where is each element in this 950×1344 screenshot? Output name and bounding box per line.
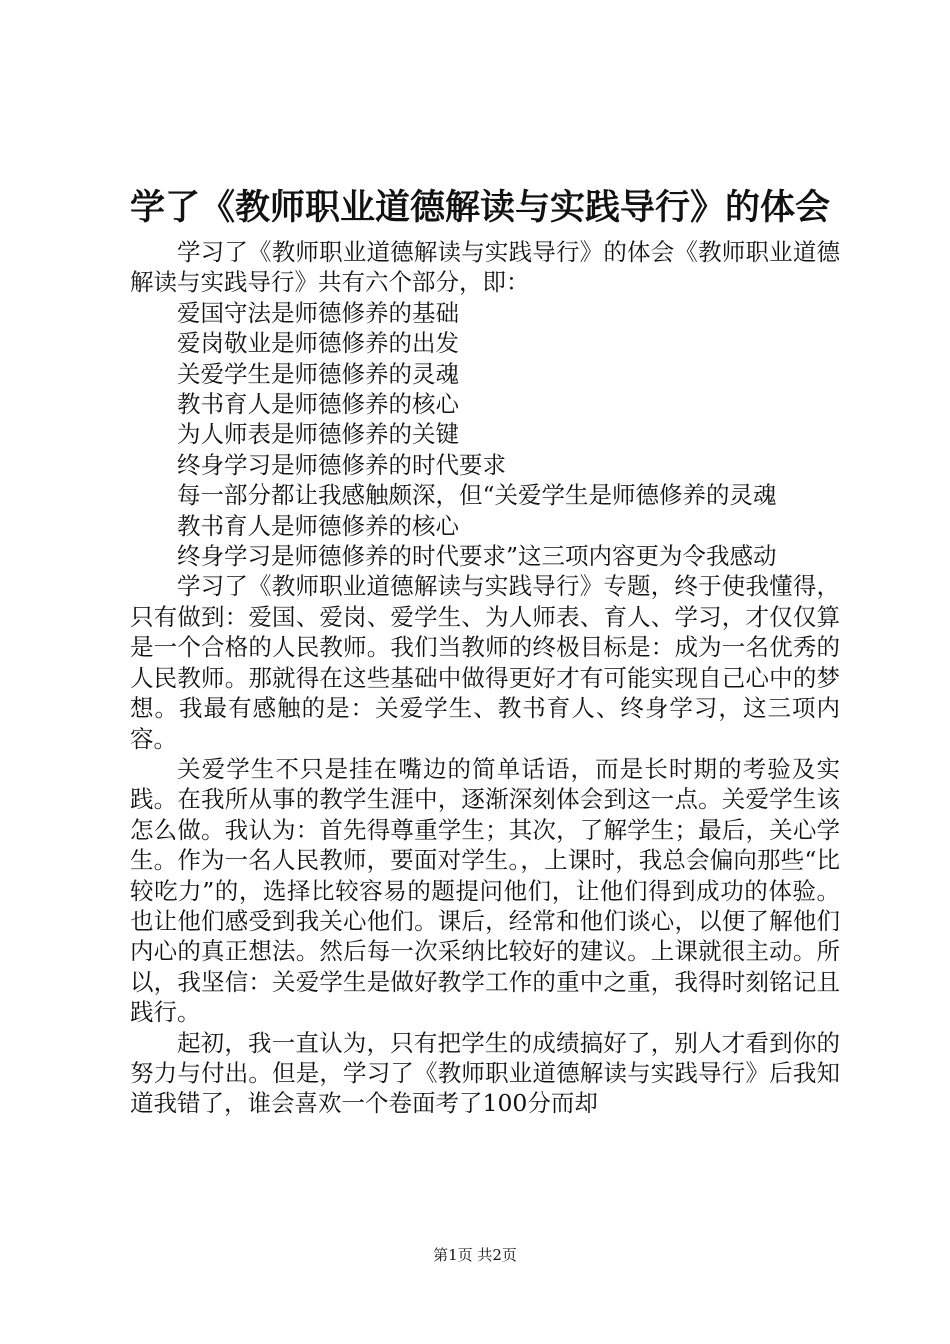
parts-list xyxy=(130,298,840,480)
document-title: 学了《教师职业道德解读与实践导行》的体会 xyxy=(130,187,831,228)
list-item: 关爱学生是师德修养的灵魂 xyxy=(177,359,459,388)
list-item: 爱岗敬业是师德修养的出发 xyxy=(177,329,459,358)
touched-paragraph: 每一部分都让我感触颇深，但“关爱学生是师德修养的灵魂 xyxy=(177,481,777,510)
moved-paragraph: 终身学习是师德修养的时代要求”这三项内容更为令我感动 xyxy=(177,542,777,571)
intro-paragraph: 学习了《教师职业道德解读与实践导行》的体会《教师职业道德解读与实践导行》共有六个部分，即： xyxy=(130,238,840,297)
study-paragraph: 学习了《教师职业道德解读与实践导行》专题，终于使我懂得，只有做到：爱国、爱岗、爱学生、为人师表、育人、学习，才仅仅算是一个合格的人民教师。我们当教师的终极目标是：成为一名优秀的人民教师。那就得在这些基础中做得更好才有可能实现自己心中的梦想。我最有感触的是：关爱学生、教书育人、终身学习，这三项内容。 xyxy=(130,572,840,753)
list-item: 为人师表是师德修养的关键 xyxy=(177,420,459,449)
core-line: 教书育人是师德修养的核心 xyxy=(177,511,459,540)
initially-paragraph: 起初，我一直认为，只有把学生的成绩搞好了，别人才看到你的努力与付出。但是，学习了《教师职业道德解读与实践导行》后我知道我错了，谁会喜欢一个卷面考了100分而却 xyxy=(130,1028,840,1118)
page-number-footer: 第1页 共2页 xyxy=(433,1246,517,1264)
document-body xyxy=(130,237,840,1119)
list-item: 教书育人是师德修养的核心 xyxy=(177,390,459,419)
list-item: 爱国守法是师德修养的基础 xyxy=(177,298,459,327)
care-paragraph: 关爱学生不只是挂在嘴边的简单话语，而是长时期的考验及实践。在我所从事的教学生涯中，逐渐深刻体会到这一点。关爱学生该怎么做。我认为：首先得尊重学生；其次，了解学生；最后，关心学生。作为一名人民教师，要面对学生。，上课时，我总会偏向那些“比较吃力”的，选择比较容易的题提问他们，让他们得到成功的体验。也让他们感受到我关心他们。课后，经常和他们谈心，以便了解他们内心的真正想法。然后每一次采纳比较好的建议。上课就很主动。所以，我坚信：关爱学生是做好教学工作的重中之重，我得时刻铭记且践行。 xyxy=(130,754,840,1027)
list-item: 终身学习是师德修养的时代要求 xyxy=(177,450,506,479)
